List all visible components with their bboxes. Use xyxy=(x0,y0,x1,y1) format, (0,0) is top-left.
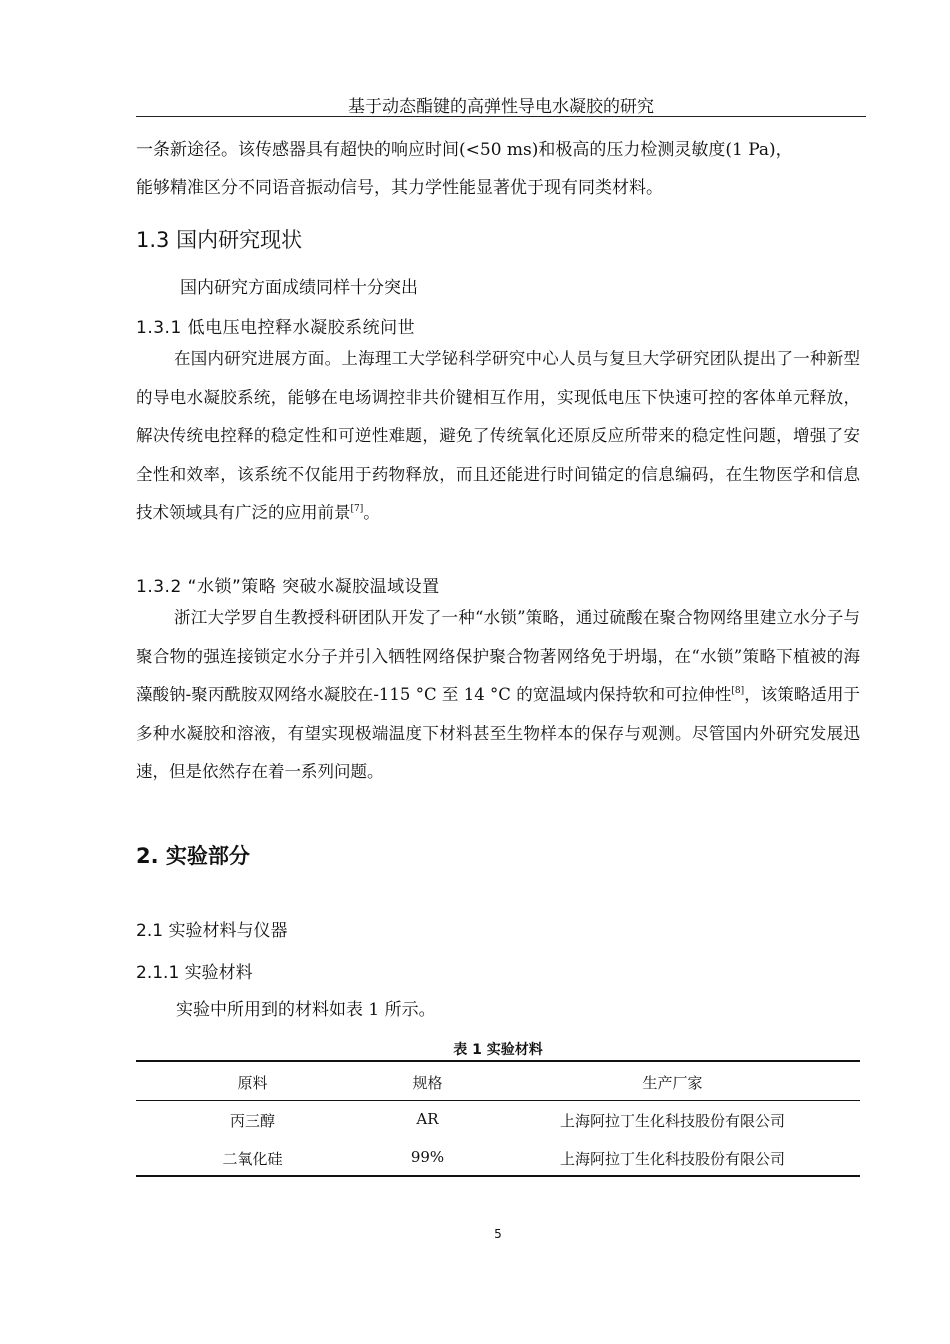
section-2-1-1-intro: 实验中所用到的材料如表 1 所示。 xyxy=(176,1000,436,1020)
table-bottom-rule xyxy=(136,1175,860,1177)
chapter-heading-2: 2. 实验部分 xyxy=(136,844,250,868)
table-top-rule xyxy=(136,1060,860,1062)
table-cell: 丙三醇 xyxy=(229,1112,275,1130)
section-heading-1-3: 1.3 国内研究现状 xyxy=(136,228,303,252)
section-1-3-intro: 国内研究方面成绩同样十分突出 xyxy=(180,278,418,298)
section-heading-2-1: 2.1 实验材料与仪器 xyxy=(136,921,288,941)
section-1-3-2-paragraph xyxy=(136,599,860,792)
table-cell: 99% xyxy=(410,1148,445,1166)
section-heading-1-3-1: 1.3.1 低电压电控释水凝胶系统问世 xyxy=(136,318,416,338)
section-1-3-1-text: 在国内研究进展方面。上海理工大学铋科学研究中心人员与复旦大学研究团队提出了一种新型的导电水凝胶系统，能够在电场调控非共价键相互作用，实现低电压下快速可控的客体单元释放，解决传统电控释的稳定性和可逆性难题，避免了传统氧化还原反应所带来的稳定性问题，增强了安全性和效率，该系统不仅能用于药物释放，而且还能进行时间锚定的信息编码，在生物医学和信息技术领域具有广泛的应用前景 xyxy=(136,349,860,522)
table-cell: 二氧化硅 xyxy=(222,1150,283,1168)
header-rule xyxy=(136,116,866,117)
citation-7: [7] xyxy=(350,504,364,514)
section-1-3-1-paragraph xyxy=(136,340,860,533)
section-heading-1-3-2: 1.3.2 “水锁”策略 突破水凝胶温域设置 xyxy=(136,577,440,597)
table-header-spec: 规格 xyxy=(412,1074,443,1092)
citation-8: [8] xyxy=(731,686,745,696)
table-cell: 上海阿拉丁生化科技股份有限公司 xyxy=(559,1150,785,1168)
table-header-manufacturer: 生产厂家 xyxy=(642,1074,703,1092)
running-header: 基于动态酯键的高弹性导电水凝胶的研究 xyxy=(348,97,654,117)
section-heading-2-1-1: 2.1.1 实验材料 xyxy=(136,963,253,983)
table-header-rule xyxy=(136,1100,860,1101)
section-1-3-2-text-b: ，该策略适用于多种水凝胶和溶液，有望实现极端温度下材料甚至生物样本的保存与观测。尽管国内外研究发展迅速，但是依然存在着一系列问题。 xyxy=(136,685,861,781)
continuation-line-2: 能够精准区分不同语音振动信号，其力学性能显著优于现有同类材料。 xyxy=(136,178,663,198)
section-1-3-2-text-a: 浙江大学罗自生教授科研团队开发了一种“水锁”策略，通过硫酸在聚合物网络里建立水分子与聚合物的强连接锁定水分子并引入牺牲网络保护聚合物著网络免于坍塌，在“水锁”策略下植被的海藻酸钠-聚丙酰胺双网络水凝胶在-115 °C 至 14 °C 的宽温域内保持软和可拉伸性 xyxy=(136,608,860,704)
section-1-3-1-end: 。 xyxy=(363,503,380,522)
continuation-line-1: 一条新途径。该传感器具有超快的响应时间(<50 ms)和极高的压力检测灵敏度(1 Pa)， xyxy=(136,140,793,160)
table-caption: 表 1 实验材料 xyxy=(453,1042,543,1058)
page-number: 5 xyxy=(494,1227,502,1241)
table-header-material: 原料 xyxy=(237,1074,268,1092)
table-cell: 上海阿拉丁生化科技股份有限公司 xyxy=(559,1112,785,1130)
table-cell: AR xyxy=(416,1110,439,1128)
